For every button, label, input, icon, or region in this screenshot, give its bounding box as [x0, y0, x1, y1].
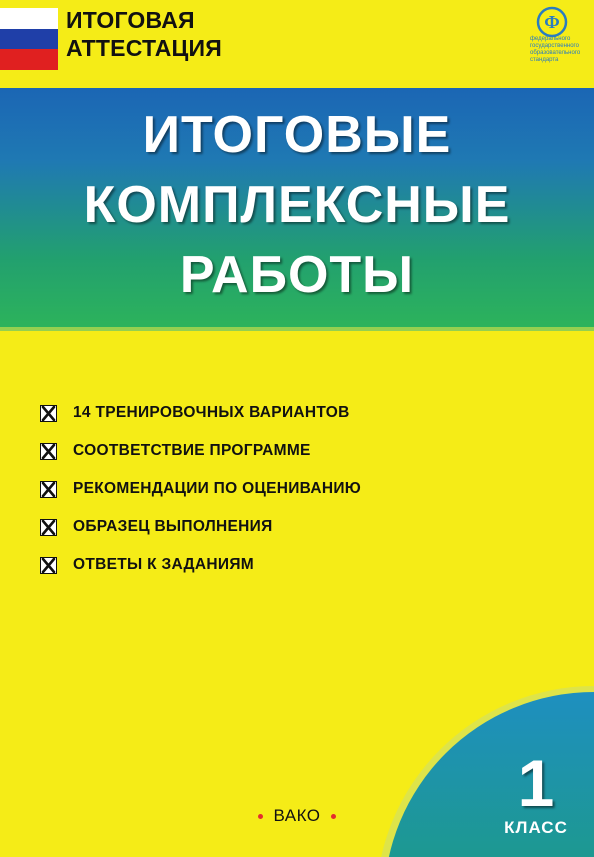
book-title: [0, 100, 594, 310]
feature-item: [40, 508, 361, 546]
russian-flag-icon: [0, 8, 58, 70]
feature-list: [40, 394, 361, 584]
feature-label: ОТВЕТЫ К ЗАДАНИЯМ: [73, 556, 254, 573]
svg-text:Ф: Ф: [544, 12, 560, 32]
feature-item: [40, 546, 361, 584]
checkbox-x-icon: [40, 519, 57, 536]
series-line-2: АТТЕСТАЦИЯ: [66, 35, 223, 61]
title-line-3: РАБОТЫ: [179, 246, 415, 304]
feature-label: РЕКОМЕНДАЦИИ ПО ОЦЕНИВАНИЮ: [73, 480, 362, 497]
grade-number: 1: [517, 746, 555, 820]
checkbox-x-icon: [40, 481, 57, 498]
fgos-caption: федерального государственного образовательного стандарта: [530, 36, 581, 63]
checkbox-x-icon: [40, 443, 57, 460]
feature-label: СООТВЕТСТВИЕ ПРОГРАММЕ: [73, 442, 311, 459]
checkbox-x-icon: [40, 557, 57, 574]
publisher: [238, 806, 356, 826]
title-line-2: КОМПЛЕКСНЫЕ: [83, 176, 511, 234]
feature-item: [40, 432, 361, 470]
series-line-1: ИТОГОВАЯ: [66, 7, 195, 33]
series-title: [66, 6, 222, 62]
grade-label: КЛАСС: [504, 818, 568, 837]
feature-label: ОБРАЗЕЦ ВЫПОЛНЕНИЯ: [73, 518, 273, 535]
fgos-logo: [522, 6, 588, 80]
bullet-dot-icon: [258, 814, 263, 819]
feature-item: [40, 394, 361, 432]
bullet-dot-icon: [331, 814, 336, 819]
title-line-1: ИТОГОВЫЕ: [142, 106, 452, 164]
fgos-logo-icon: [532, 6, 572, 40]
feature-label: 14 ТРЕНИРОВОЧНЫХ ВАРИАНТОВ: [73, 404, 350, 421]
checkbox-x-icon: [40, 405, 57, 422]
publisher-name: ВАКО: [273, 806, 321, 825]
feature-item: [40, 470, 361, 508]
